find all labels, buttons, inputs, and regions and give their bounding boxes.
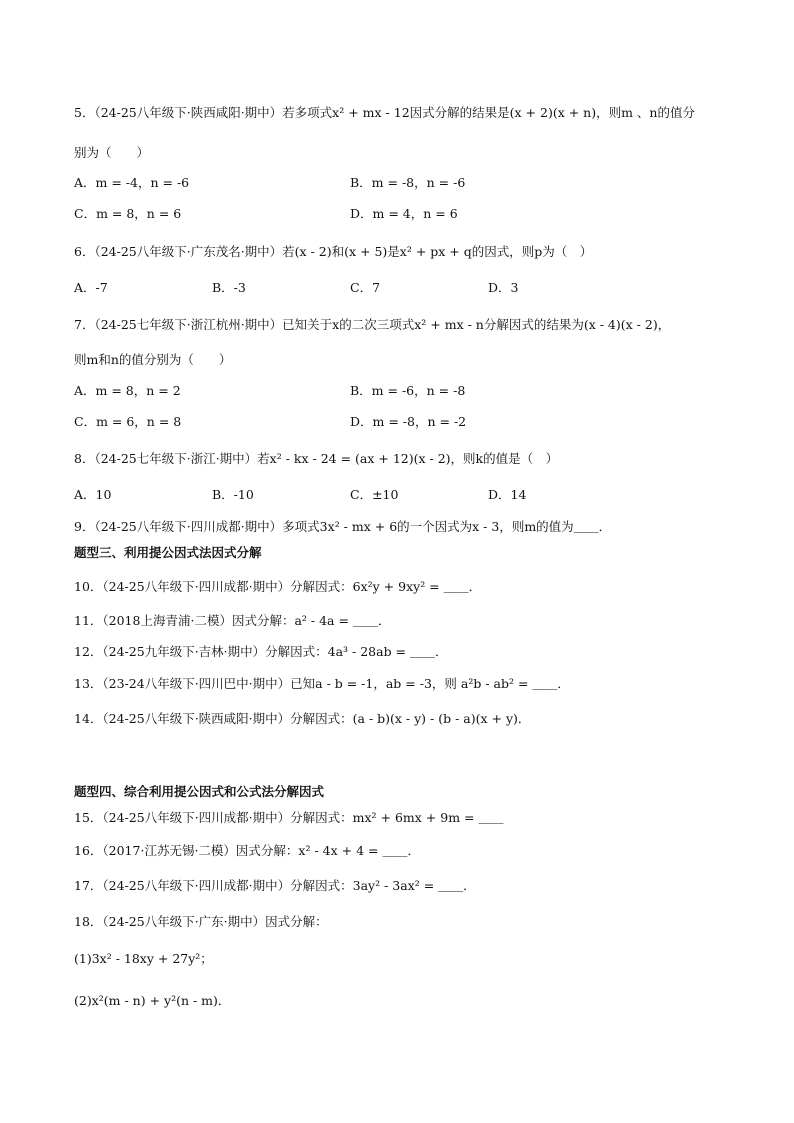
- section-heading-3: 题型三、利用提公因式法因式分解: [74, 545, 262, 560]
- q13-stem: 13．（23-24八年级下·四川巴中·期中）已知a - b = -1，ab = -3，则 a²b - ab² = ＿＿．: [74, 676, 570, 691]
- q18-part-2: (2)x²(m - n) + y²(n - m)．: [74, 993, 231, 1008]
- q18-part-1: (1)3x² - 18xy + 27y²；: [74, 951, 213, 966]
- q6-option-d: D．3: [488, 280, 519, 295]
- q7-option-a: A．m = 8，n = 2: [74, 383, 181, 398]
- q5-option-c: C．m = 8，n = 6: [74, 206, 182, 221]
- q7-option-c: C．m = 6，n = 8: [74, 414, 182, 429]
- q15-stem: 15．（24-25八年级下·四川成都·期中）分解因式：mx² + 6mx + 9m = ＿＿: [74, 810, 504, 825]
- q6-stem: 6．（24-25八年级下·广东茂名·期中）若(x - 2)和(x + 5)是x² + px + q的因式，则p为（ ）: [74, 244, 593, 259]
- q6-option-a: A．-7: [74, 280, 108, 295]
- q5-stem: 5．（24-25八年级下·陕西咸阳·期中）若多项式x² + mx - 12因式分解的结果是(x + 2)(x + n)，则m 、n的值分: [74, 105, 695, 120]
- q7-option-d: D．m = -8，n = -2: [350, 414, 467, 429]
- q6-option-c: C．7: [350, 280, 381, 295]
- q8-option-c: C．±10: [350, 487, 399, 502]
- q8-option-a: A．10: [74, 487, 112, 502]
- q12-stem: 12．（24-25九年级下·吉林·期中）分解因式：4a³ - 28ab = ＿＿．: [74, 644, 448, 659]
- q5-option-a: A．m = -4，n = -6: [74, 175, 190, 190]
- q8-stem: 8．（24-25七年级下·浙江·期中）若x² - kx - 24 = (ax + 12)(x - 2)，则k的值是（ ）: [74, 451, 559, 466]
- q5-option-d: D．m = 4，n = 6: [350, 206, 458, 221]
- q5-option-b: B．m = -8，n = -6: [350, 175, 466, 190]
- q9-stem: 9．（24-25八年级下·四川成都·期中）多项式3x² - mx + 6的一个因式为x - 3，则m的值为＿＿．: [74, 519, 612, 534]
- q8-option-b: B．-10: [212, 487, 254, 502]
- q7-option-b: B．m = -6，n = -8: [350, 383, 466, 398]
- q14-stem: 14．（24-25八年级下·陕西咸阳·期中）分解因式：(a - b)(x - y) - (b - a)(x + y)．: [74, 711, 531, 726]
- q11-stem: 11．（2018上海青浦·二模）因式分解：a² - 4a = ＿＿．: [74, 613, 391, 628]
- q10-stem: 10．（24-25八年级下·四川成都·期中）分解因式：6x²y + 9xy² = ＿＿．: [74, 579, 482, 594]
- q7-stem: 7．（24-25七年级下·浙江杭州·期中）已知关于x的二次三项式x² + mx - n分解因式的结果为(x - 4)(x - 2)，: [74, 317, 671, 332]
- q6-option-b: B．-3: [212, 280, 246, 295]
- q17-stem: 17．（24-25八年级下·四川成都·期中）分解因式：3ay² - 3ax² = ＿＿．: [74, 878, 476, 893]
- q16-stem: 16．（2017·江苏无锡·二模）因式分解：x² - 4x + 4 = ＿＿．: [74, 843, 420, 858]
- q7-stem-continued: 则m和n的值分别为（ ）: [74, 352, 232, 367]
- q5-stem-continued: 别为（ ）: [74, 145, 150, 160]
- q18-stem: 18．（24-25八年级下·广东·期中）因式分解：: [74, 914, 328, 929]
- section-heading-4: 题型四、综合利用提公因式和公式法分解因式: [74, 784, 325, 799]
- q8-option-d: D．14: [488, 487, 527, 502]
